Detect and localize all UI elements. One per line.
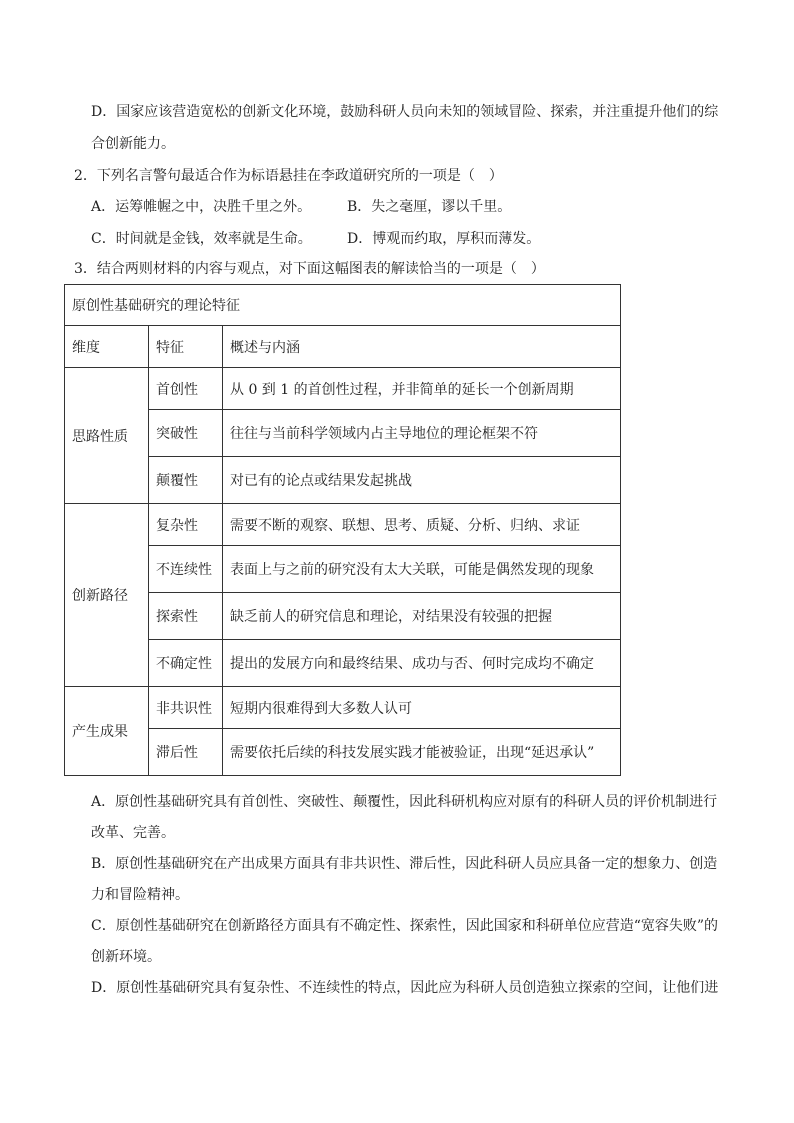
feature-cell: 突破性 — [149, 410, 223, 457]
question-3-option-c-line2: 创新环境。 — [91, 949, 161, 965]
question-3-option-c-line1: C．原创性基础研究在创新路径方面具有不确定性、探索性，因此国家和科研单位应营造“宽容失败”的 — [91, 918, 719, 934]
dimension-cell: 产生成果 — [65, 687, 149, 776]
previous-option-d-line1: D．国家应该营造宽松的创新文化环境，鼓励科研人员向未知的领域冒险、探索，并注重提升他们的综 — [91, 104, 719, 120]
feature-table — [64, 284, 621, 776]
feature-cell: 颠覆性 — [149, 457, 223, 504]
feature-cell: 不确定性 — [149, 640, 223, 687]
description-cell: 短期内很难得到大多数人认可 — [223, 687, 621, 729]
question-3-option-a-line2: 改革、完善。 — [91, 825, 175, 841]
table-header-row — [65, 326, 621, 368]
table-row — [65, 368, 621, 410]
table-row — [65, 410, 621, 457]
question-3-option-b-line2: 力和冒险精神。 — [91, 887, 189, 903]
feature-cell: 首创性 — [149, 368, 223, 410]
table-row — [65, 640, 621, 687]
table-title-row — [65, 285, 621, 326]
description-cell: 缺乏前人的研究信息和理论，对结果没有较强的把握 — [223, 593, 621, 640]
description-cell: 从 0 到 1 的首创性过程，并非简单的延长一个创新周期 — [223, 368, 621, 410]
table-row — [65, 593, 621, 640]
description-cell: 需要不断的观察、联想、思考、质疑、分析、归纳、求证 — [223, 504, 621, 546]
feature-cell: 探索性 — [149, 593, 223, 640]
description-cell: 表面上与之前的研究没有太大关联，可能是偶然发现的现象 — [223, 546, 621, 593]
dimension-cell: 思路性质 — [65, 368, 149, 504]
feature-cell: 滞后性 — [149, 729, 223, 776]
description-cell: 对已有的论点或结果发起挑战 — [223, 457, 621, 504]
table-row — [65, 504, 621, 546]
description-cell: 往往与当前科学领域内占主导地位的理论框架不符 — [223, 410, 621, 457]
description-cell: 需要依托后续的科技发展实践才能被验证，出现“延迟承认” — [223, 729, 621, 776]
question-2-option-c: C．时间就是金钱，效率就是生命。 — [91, 231, 312, 247]
table-row — [65, 687, 621, 729]
question-2-option-a: A．运筹帷幄之中，决胜千里之外。 — [91, 199, 312, 215]
header-description: 概述与内涵 — [223, 326, 621, 368]
table-row — [65, 546, 621, 593]
question-3-stem: 3．结合两则材料的内容与观点，对下面这幅图表的解读恰当的一项是（ ） — [74, 261, 545, 277]
table-title: 原创性基础研究的理论特征 — [65, 285, 621, 326]
question-3-option-b-line1: B．原创性基础研究在产出成果方面具有非共识性、滞后性，因此科研人员应具备一定的想象力、创造 — [91, 856, 718, 872]
header-dimension: 维度 — [65, 326, 149, 368]
table-row — [65, 457, 621, 504]
question-2-stem: 2．下列名言警句最适合作为标语悬挂在李政道研究所的一项是（ ） — [74, 168, 503, 184]
feature-cell: 非共识性 — [149, 687, 223, 729]
previous-option-d-line2: 合创新能力。 — [91, 136, 175, 152]
description-cell: 提出的发展方向和最终结果、成功与否、何时完成均不确定 — [223, 640, 621, 687]
question-2-option-b: B．失之毫厘，谬以千里。 — [347, 199, 512, 215]
feature-cell: 不连续性 — [149, 546, 223, 593]
feature-cell: 复杂性 — [149, 504, 223, 546]
question-3-option-a-line1: A．原创性基础研究具有首创性、突破性、颠覆性，因此科研机构应对原有的科研人员的评价机制进行 — [91, 794, 718, 810]
question-2-option-d: D．博观而约取，厚积而薄发。 — [347, 231, 541, 247]
dimension-cell: 创新路径 — [65, 504, 149, 687]
question-3-option-d-line1: D．原创性基础研究具有复杂性、不连续性的特点，因此应为科研人员创造独立探索的空间，让他们进 — [91, 980, 719, 996]
table-row — [65, 729, 621, 776]
header-feature: 特征 — [149, 326, 223, 368]
